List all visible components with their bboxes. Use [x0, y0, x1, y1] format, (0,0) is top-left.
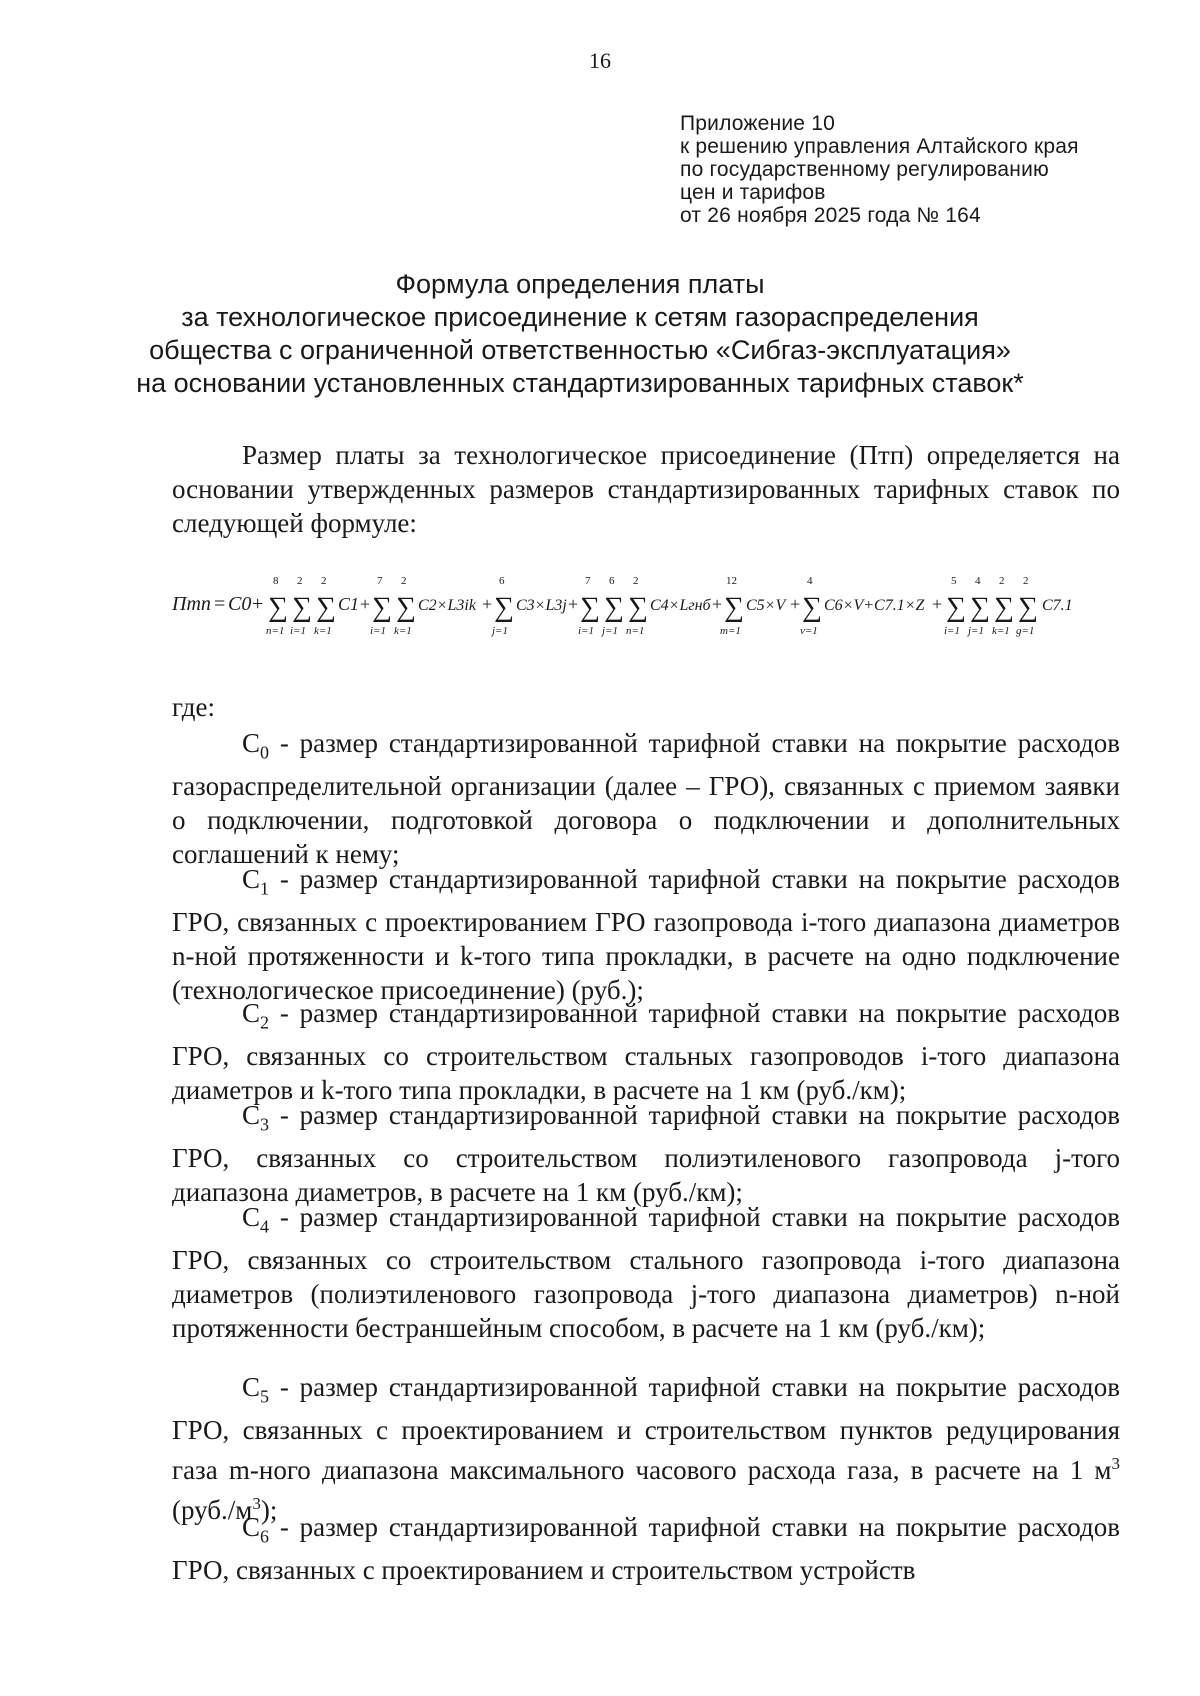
- definition-text: - размер стандартизированной тарифной ставки на покрытие расходов ГРО, связанных с проектированием ГРО газопровода i-того диапазона диаметров n-ной протяженности и k-того типа прокладки, в расчете на одно подключение (технологическое присоединение) (руб.);: [172, 864, 1120, 1006]
- sum-upper: 2: [401, 575, 407, 587]
- definition-text: - размер стандартизированной тарифной ставки на покрытие расходов ГРО, связанных со строительством стальных газопроводов i-того диапазона диаметров и k-того типа прокладки, в расчете на 1 км (руб./км);: [172, 998, 1120, 1106]
- sum-sign: ∑: [628, 592, 648, 623]
- formula-term: C6×V+C7.1×Z: [824, 597, 925, 614]
- formula-plus: +: [790, 594, 801, 614]
- sum-sign: ∑: [292, 592, 312, 623]
- formula-plus: +: [568, 594, 579, 614]
- where-label: где:: [172, 692, 215, 722]
- definition-symbol: $С_5$: [242, 1372, 270, 1407]
- sum-lower: n=1: [626, 625, 645, 637]
- sum-sign: ∑: [396, 592, 416, 623]
- title-line: на основании установленных стандартизированных тарифных ставок*: [136, 368, 1024, 398]
- definition-text: - размер стандартизированной тарифной ставки на покрытие расходов ГРО, связанных с проектированием и строительством устройств: [172, 1512, 1120, 1586]
- definition-symbol: $С_1$: [242, 864, 270, 899]
- formula-plus: +: [932, 594, 943, 614]
- sum-sign: ∑: [802, 592, 822, 623]
- sum-sign: ∑: [268, 592, 288, 623]
- sum-lower: j=1: [492, 625, 508, 637]
- definition-c0: [172, 726, 1120, 871]
- sum-sign: ∑: [946, 592, 966, 623]
- sum-upper: 6: [499, 575, 505, 587]
- formula-term: C4×Lгнб: [650, 597, 711, 614]
- formula-plus: +: [252, 593, 264, 615]
- sum-sign: ∑: [372, 592, 392, 623]
- sum-upper: 2: [1023, 575, 1029, 587]
- title-line: общества с ограниченной ответственностью «Сибгаз-эксплуатация»: [149, 335, 1011, 365]
- sum-upper: 4: [975, 575, 981, 587]
- unit-rub-per-m3: $(руб./м^3)$;: [172, 1494, 278, 1526]
- formula-lhs: Птп: [172, 593, 211, 615]
- sum-upper: 7: [377, 575, 383, 587]
- formula-term: C2×L3ik: [418, 597, 476, 614]
- sum-sign: ∑: [580, 592, 600, 623]
- definition-text: - размер стандартизированной тарифной ставки на покрытие расходов газораспределительной организации (далее – ГРО), связанных с приемом заявки о подключении, подготовкой договора о подключении и дополнительных соглашений к нему;: [172, 728, 1120, 870]
- sum-lower: i=1: [578, 625, 594, 637]
- sum-upper: 2: [297, 575, 303, 587]
- definition-symbol: $С_3$: [242, 1100, 270, 1135]
- appendix-line: от 26 ноября 2025 года № 164: [680, 204, 981, 227]
- sum-upper: 8: [273, 575, 279, 587]
- formula-term: C3×L3j: [516, 597, 567, 614]
- definition-text: - размер стандартизированной тарифной ставки на покрытие расходов ГРО, связанных со строительством полиэтиленового газопровода j-того диапазона диаметров, в расчете на 1 км (руб./км);: [172, 1100, 1120, 1208]
- sum-lower: k=1: [314, 625, 332, 637]
- sum-upper: 6: [609, 575, 615, 587]
- sum-lower: n=1: [266, 625, 285, 637]
- sum-lower: k=1: [394, 625, 412, 637]
- sum-sign: ∑: [994, 592, 1014, 623]
- sum-sign: ∑: [604, 592, 624, 623]
- sum-lower: j=1: [968, 625, 984, 637]
- formula-plus: +: [360, 594, 371, 614]
- fee-formula-svg: [172, 568, 1132, 648]
- sum-upper: 4: [807, 575, 813, 587]
- definition-symbol: $С_0$: [242, 728, 270, 763]
- formula-plus: +: [712, 594, 723, 614]
- definition-c1: [172, 862, 1120, 1007]
- sum-lower: k=1: [992, 625, 1010, 637]
- appendix-line: Приложение 10: [680, 112, 835, 135]
- definition-c3: [172, 1098, 1120, 1209]
- document-title: [120, 268, 1040, 400]
- intro-paragraph: Размер платы за технологическое присоединение (Птп) определяется на основании утвержденных размеров стандартизированных тарифных ставок по следующей формуле:: [172, 440, 1120, 538]
- appendix-header: [680, 112, 1079, 227]
- definition-c6: [172, 1510, 1120, 1587]
- definition-symbol: $С_6$: [242, 1512, 270, 1547]
- sum-lower: j=1: [602, 625, 618, 637]
- sum-upper: 12: [726, 575, 737, 587]
- formula-equals: =: [214, 593, 226, 615]
- fee-formula: [172, 568, 1132, 648]
- definition-c5: [172, 1370, 1120, 1527]
- sum-upper: 7: [585, 575, 591, 587]
- sum-upper: 2: [999, 575, 1005, 587]
- sum-sign: ∑: [316, 592, 336, 623]
- appendix-line: цен и тарифов: [680, 181, 826, 204]
- sum-sign: ∑: [970, 592, 990, 623]
- formula-plus: +: [482, 594, 493, 614]
- sum-lower: v=1: [800, 625, 818, 637]
- definition-symbol: $С_2$: [242, 998, 270, 1033]
- definition-text: - размер стандартизированной тарифной ставки на покрытие расходов ГРО, связанных со строительством стального газопровода i-того диапазона диаметров (полиэтиленового газопровода j-того диапазона диаметров) n-ной протяженности бестраншейным способом, в расчете на 1 км (руб./км);: [172, 1202, 1120, 1344]
- sum-sign: ∑: [494, 592, 514, 623]
- formula-term: C5×V: [746, 597, 786, 614]
- definition-c2: [172, 996, 1120, 1107]
- sum-lower: m=1: [720, 625, 741, 637]
- sum-sign: ∑: [1018, 592, 1038, 623]
- definition-text: - размер стандартизированной тарифной ставки на покрытие расходов ГРО, связанных с проектированием и строительством пунктов редуцирования газа m-ного диапазона максимального часового расхода газа, в расчете на 1: [172, 1372, 1120, 1486]
- page-number: 16: [589, 48, 611, 73]
- formula-term: C7.1: [1042, 597, 1073, 614]
- sum-lower: g=1: [1016, 625, 1035, 637]
- sum-sign: ∑: [724, 592, 744, 623]
- definition-c4: [172, 1200, 1120, 1345]
- appendix-line: по государственному регулированию: [680, 158, 1049, 181]
- title-line: Формула определения платы: [395, 269, 765, 299]
- formula-c0: С0: [228, 593, 252, 615]
- formula-term: C1: [338, 594, 360, 614]
- sum-lower: i=1: [944, 625, 960, 637]
- sum-lower: i=1: [290, 625, 306, 637]
- sum-upper: 2: [321, 575, 327, 587]
- sum-upper: 2: [633, 575, 639, 587]
- title-line: за технологическое присоединение к сетям газораспределения: [181, 302, 979, 332]
- definition-symbol: $С_4$: [242, 1202, 270, 1237]
- appendix-line: к решению управления Алтайского края: [680, 135, 1079, 158]
- unit-m3: $м^3$: [1094, 1454, 1120, 1486]
- sum-lower: i=1: [370, 625, 386, 637]
- sum-upper: 5: [951, 575, 957, 587]
